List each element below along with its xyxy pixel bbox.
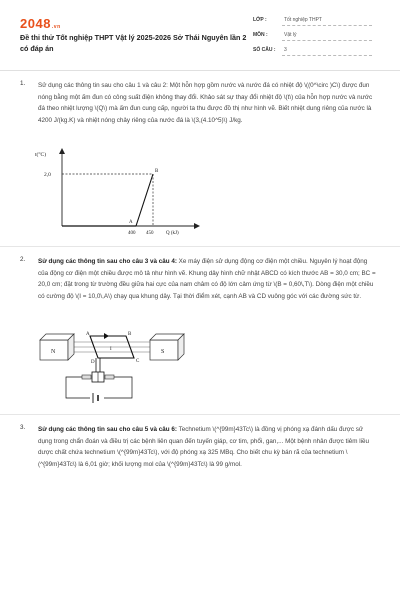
- question-body: Xe máy điện sử dụng động cơ điện một chiều. Nguyên lý hoạt động của động cơ điện một chiều được mô tả như hình vẽ. Khung dây hình chữ nhật ABCD có kích thước AB = 30,0 cm; BC = 20,0 cm; đặt trong từ trường đều giữa hai cực của nam châm có độ lớn cảm ứng từ \(B = 0,60\,T\). Dòng điện một chiều có cường độ \(I = 10,0\,A\) chạy qua khung dây. Tại thời điểm xét, cạnh AB và CD vuông góc với các đường sức từ.: [38, 258, 376, 300]
- lop-value: Tốt nghiệp THPT: [284, 17, 322, 23]
- label-i: I: [110, 347, 112, 352]
- y-tick-label: 2,0: [44, 172, 51, 178]
- question-1: [20, 80, 380, 240]
- y-axis-label: t(°C): [35, 152, 47, 158]
- site-logo[interactable]: 2048.vn: [20, 16, 61, 31]
- mon-label: MÔN :: [253, 32, 268, 38]
- question-text: [38, 256, 378, 302]
- label-d: D: [91, 360, 95, 365]
- question-body: Technetium \(^{99m}43Tc\) là đồng vị phóng xạ đánh dấu được sử dụng trong chẩn đoán và điều trị các bệnh liên quan đến tuyến giáp, cơ tim, phổi, gan,... Một bệnh nhân được tiêm liều dược chất chứa technetium \(^{99m}43Tc\), với độ phóng xạ 325 MBq. Cho biết chu kỳ bán rã của technetium \(^{99m}43Tc\) là 6,01 giờ; khối lượng mol của \(^{99m}43Tc\) là 99 g/mol.: [38, 426, 370, 468]
- lop-label: LỚP :: [253, 17, 267, 23]
- question-separator: [0, 246, 400, 247]
- question-3: [20, 424, 380, 504]
- socau-label: SỐ CÂU :: [253, 47, 276, 53]
- brush-right: [105, 375, 114, 379]
- header-divider: [0, 70, 400, 71]
- question-text: [38, 424, 378, 470]
- point-a-label: A: [129, 220, 133, 225]
- question-number: 1.: [20, 80, 26, 87]
- exam-title: Đề thi thử Tốt nghiệp THPT Vật lý 2025-2026 Sở Thái Nguyên lần 2 có đáp án: [20, 33, 247, 53]
- label-b: B: [128, 332, 132, 337]
- point-b-label: B: [155, 169, 159, 174]
- socau-value: 3: [284, 47, 287, 53]
- x-axis-label: Q (kJ): [166, 231, 179, 236]
- y-axis-arrow: [59, 148, 65, 154]
- question-number: 2.: [20, 256, 26, 263]
- socau-underline: [282, 55, 372, 56]
- label-s: S: [161, 349, 165, 355]
- circuit-wire: [104, 377, 132, 398]
- label-c: C: [136, 359, 140, 364]
- current-arrow: [104, 333, 109, 339]
- label-n: N: [51, 349, 56, 355]
- x-tick-label-450: 450: [146, 231, 154, 236]
- temperature-heat-graph: [32, 148, 202, 238]
- document-header: [0, 0, 400, 70]
- x-tick-label-400: 400: [128, 231, 136, 236]
- label-a: A: [86, 332, 90, 337]
- question-separator: [0, 414, 400, 415]
- circuit-wire: [66, 377, 90, 398]
- question-text: Sử dụng các thông tin sau cho câu 1 và câu 2: Một hỗn hợp gồm nước và nước đá có nhiệt độ \((0^\circ )C\) được đun nóng bằng một ấm đun có công suất điện không thay đổi. Khảo sát sự thay đổi nhiệt độ \(t\) của hỗn hợp nước và nước đá theo nhiệt lượng \(Q\) mà ấm đun cung cấp, người ta thu được đồ thị như hình vẽ. Biết nhiệt dung riêng của nước là 4200 J/(kg.K) và nhiệt nóng chảy riêng của nước đá là \(3,(4.10^5)\) J/kg.: [38, 82, 373, 124]
- mon-value: Vật lý: [284, 32, 297, 38]
- question-number: 3.: [20, 424, 26, 431]
- mon-underline: [282, 40, 372, 41]
- dc-motor-diagram: [38, 330, 188, 406]
- heating-segment: [136, 174, 153, 226]
- question-lead: Sử dụng các thông tin sau cho câu 5 và câu 6:: [38, 426, 177, 433]
- lop-underline: [282, 25, 372, 26]
- brush-left: [82, 375, 91, 379]
- question-2: [20, 256, 380, 416]
- x-axis-arrow: [194, 223, 200, 229]
- question-lead: Sử dụng các thông tin sau cho câu 3 và câu 4:: [38, 258, 177, 265]
